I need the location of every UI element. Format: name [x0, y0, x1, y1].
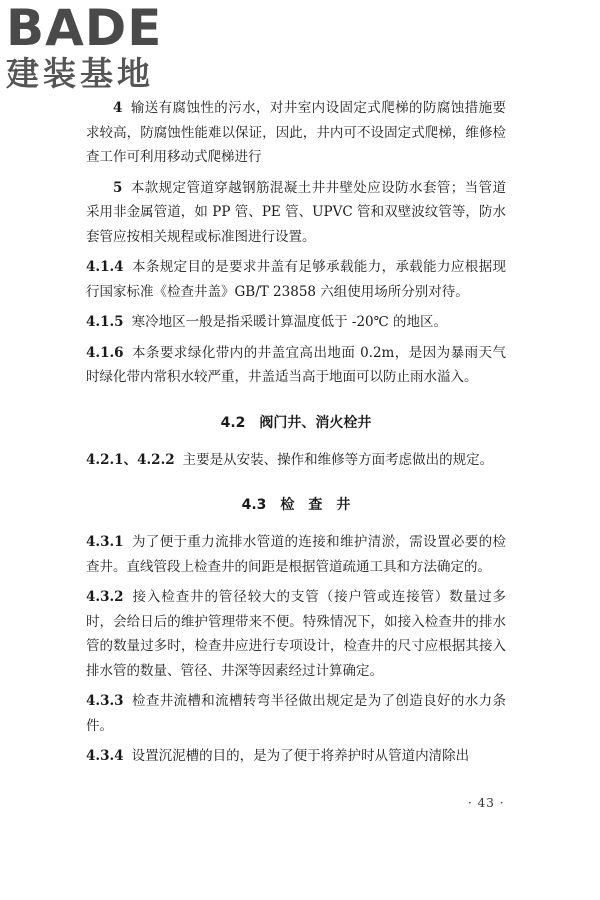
page-body — [86, 96, 506, 769]
paragraph — [86, 744, 506, 769]
clause-number: 4.2.1、4.2.2 — [86, 451, 175, 468]
paragraph — [86, 176, 506, 250]
paragraph — [86, 310, 506, 335]
logo — [6, 0, 162, 92]
paragraph — [86, 530, 506, 579]
clause-text: 检查井流槽和流槽转弯半径做出规定是为了创造良好的水力条件。 — [86, 693, 506, 734]
paragraph — [86, 448, 506, 473]
clause-number: 4.3.2 — [86, 589, 124, 605]
section-heading: 4.2 阀门井、消火栓井 — [220, 414, 372, 431]
clause-text: 输送有腐蚀性的污水，对井室内设固定式爬梯的防腐蚀措施要求较高，防腐蚀性能难以保证，因此，井内可不设固定式爬梯，维修检查工作可利用移动式爬梯进行 — [86, 100, 506, 165]
clause-number: 4.1.5 — [86, 314, 124, 330]
section-heading: 4.3 检 查 井 — [241, 497, 351, 513]
paragraph — [86, 341, 506, 390]
clause-text: 本条规定目的是要求井盖有足够承载能力，承载能力应根据现行国家标准《检查井盖》GB/T 23858 六组使用场所分别对待。 — [86, 259, 506, 300]
paragraph — [86, 585, 506, 683]
clause-number: 4.3.4 — [86, 748, 124, 764]
paragraph — [86, 689, 506, 738]
paragraph — [86, 96, 506, 170]
clause-number: 4.3.3 — [86, 693, 124, 709]
clause-number: 4.3.1 — [86, 534, 124, 550]
clause-number: 4 — [113, 100, 123, 116]
logo-subtitle: 建装基地 — [6, 54, 154, 93]
clause-text: 设置沉泥槽的目的，是为了便于将养护时从管道内清除出 — [131, 748, 470, 764]
clause-text: 本款规定管道穿越钢筋混凝土井井壁处应设防水套管；当管道采用非金属管道，如 PP 管、PE 管、UPVC 管和双壁波纹管等，防水套管应按相关规程或标准图进行设置。 — [86, 179, 506, 245]
logo-title: BADE — [6, 0, 163, 57]
clause-text: 主要是从安装、操作和维修等方面考虑做出的规定。 — [182, 451, 494, 468]
clause-text: 寒冷地区一般是指采暖计算温度低于 -20℃ 的地区。 — [131, 314, 448, 330]
clause-text: 接入检查井的管径较大的支管（接户管或连接管）数量过多时，会给日后的维护管理带来不便。特殊情况下，如接入检查井的排水管的数量过多时，检查井应进行专项设计，检查井的尺寸应根据其接入排水管的数量、管径、井深等因素经过计算确定。 — [86, 589, 506, 679]
clause-number: 4.1.4 — [86, 259, 124, 275]
paragraph — [86, 255, 506, 304]
page-number: · 43 · — [468, 796, 505, 810]
clause-text: 本条要求绿化带内的井盖宜高出地面 0.2m，是因为暴雨天气时绿化带内常积水较严重，井盖适当高于地面可以防止雨水溢入。 — [86, 344, 506, 385]
clause-number: 5 — [113, 179, 123, 196]
clause-text: 为了便于重力流排水管道的连接和维护清淤，需设置必要的检查井。直线管段上检查井的间距是根据管道疏通工具和方法确定的。 — [86, 534, 506, 575]
clause-number: 4.1.6 — [86, 344, 124, 361]
